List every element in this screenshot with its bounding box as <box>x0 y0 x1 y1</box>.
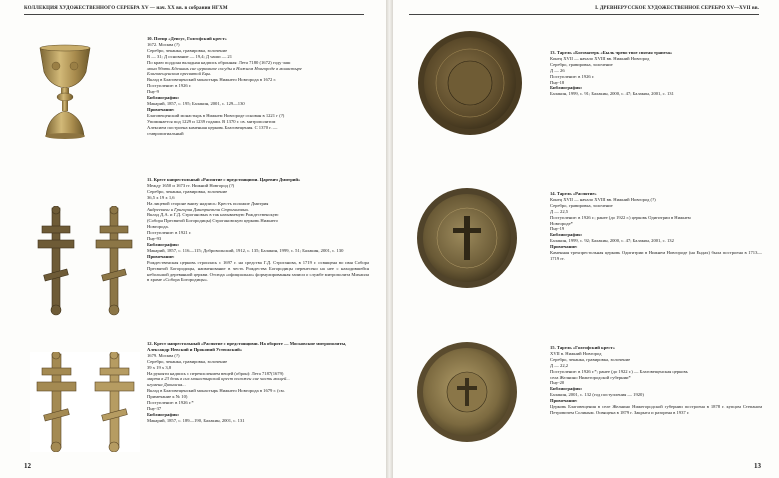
left-page <box>0 0 386 478</box>
entry-line: На лицевой стороне внизу надпись: Крестъ положие Дмитрия <box>147 200 269 206</box>
note-line: Алексием построена каменная церковь Благовещения. С 1370 г. — <box>147 124 278 130</box>
note-line: ставропигиальный <box>147 130 184 136</box>
entry-line: Д — 26 <box>550 67 565 73</box>
note-heading: Примечание: <box>147 106 175 112</box>
bibliography-text: Макарий, 1857, с. 189—190, Балакин, 2001, с. 131 <box>147 417 245 423</box>
entry-line: По краю поддона вкладная надпись обронная: Лета 7180 (1672) году чаш <box>147 59 291 65</box>
bibliography-heading: Библиография: <box>147 95 180 101</box>
entry-line: 36,5 х 19 х 1,6 <box>147 194 175 200</box>
entry-line: Д — 22,5 <box>550 208 569 214</box>
entry-line: Серебро, чеканка, гравировка, золочение <box>550 356 631 362</box>
note-heading: Примечание: <box>550 398 578 404</box>
entry-line: Пну-18 <box>550 79 565 85</box>
entry-title: 11. Крест напрестольный «Распятие с предстоящими. Царевич Дмитрий» <box>147 177 301 182</box>
entry-line: Конец XVII — начало XVIII вв. Нижний Новгород (?) <box>550 196 656 202</box>
page-number-left: 12 <box>24 462 31 470</box>
entry-line: игумена Дионисия... <box>147 382 186 388</box>
catalog-entry-15 <box>550 345 762 416</box>
entry-title: 14. Тарель «Распятие» <box>550 191 597 196</box>
right-page <box>393 0 779 478</box>
entry-line: (Собора Пресвятой Богородицы) Строгановскую церковь Нижнего <box>147 218 278 224</box>
entry-line: Серебро, гравировка, золочение <box>550 61 613 67</box>
entry-line: XVII в. Нижний Новгород <box>550 350 602 356</box>
entry-line: На рукояти надпись с перечислением вещей (оброн): Лета 7187(1679) <box>147 370 284 376</box>
header-rule-right <box>409 14 759 15</box>
entry-line: Вклад в Благовещенский монастырь Нижнего Новгорода в 1679 г. (см. <box>147 388 285 394</box>
catalog-entry-13 <box>550 50 762 97</box>
bibliography-text: Макарий, 1857, с. 195; Балакин, 2001, с. 129—130 <box>147 100 245 106</box>
bibliography-heading: Библиография: <box>147 241 180 247</box>
entry-line: Д — 22,2 <box>550 362 569 368</box>
entry-title: 15. Тарель «Голгофский крест» <box>550 345 615 350</box>
entry-line: Благовещенском пресвятой Бцы. <box>147 71 212 77</box>
entry-title: 13. Тарель «Богоматерь «Быль чрево твое святая трапеза» <box>550 50 673 55</box>
entry-line: Серебро, чеканка, гравировка, золочение <box>147 47 228 53</box>
entry-line: Новгорода. <box>147 224 169 230</box>
plate-photo-15 <box>415 340 519 444</box>
entry-line: Примечание к № 10) <box>147 394 188 400</box>
entry-line: Поступление: в 1926 г. <box>550 73 595 79</box>
entry-line: Между 1650 и 1673 гг. Нижний Новгород (?) <box>147 182 235 188</box>
running-head-right: I. ДРЕВНЕРУССКОЕ ХУДОЖЕСТВЕННОЕ СЕРЕБРО XV—XVII вв. <box>595 6 759 11</box>
note-heading: Примечание: <box>147 253 175 259</box>
bibliography-heading: Библиография: <box>550 85 583 91</box>
entry-line: Поступление: в 1926 г. <box>147 83 192 89</box>
entry-line: Вклад в Благовещенский монастырь Нижнего Новгорода в 1672 г. <box>147 77 276 83</box>
entry-line: Вклад Д.А. и Г.Д. Строгановых в так называемую Рождественскую <box>147 212 279 218</box>
entry-line: Поступление: в 1926 г.; ранее (до 1922 г.) церковь Одигитрии в Нижнем <box>550 214 691 220</box>
note-line: Упоминается под 1229 и 1239 годами. В 1370 г. св. митрополитом <box>147 118 276 124</box>
entry-line: Андреевичи и Григория Дмитриевичи Строгановых. <box>147 206 250 212</box>
note-line: Благовещенский монастырь в Нижнем Новгороде основан в 1221 г (?) <box>147 112 285 118</box>
entry-line: Конец XVII — начало XVIII вв. Нижний Новгород <box>550 55 650 61</box>
bibliography-text: Балакин, 1999, с. 91; Балакин, 2000, с. 47; Балакин, 2001, с. 131 <box>550 91 674 97</box>
running-head-left: КОЛЛЕКЦИЯ ХУДОЖЕСТВЕННОГО СЕРЕБРА XV — нач. XX вв. в собрании НГХМ <box>24 6 228 11</box>
note-text: Церковь Благовещения в селе Желнино Нижегородской губернии построена в 1878 г. купцом Степаном Петровичем Солиным. Освящена в 1879 г. Закрыта и разорена в 1937 г. <box>550 404 762 415</box>
note-text: Каменная трехпрестольная церковь Одигитрии в Нижнем Новгороде (на Ендах) была построена в 1713—1719 гг. <box>550 250 762 261</box>
bibliography-text: Балакин, 2001, с. 132 (год поступления — 1920) <box>550 392 644 398</box>
entry-line: Поступление: в 1926 г.*; ранее (до 1922 г.) — Благовещенская церковь <box>550 368 688 374</box>
catalog-entry-10 <box>147 36 369 136</box>
note-heading: Примечание: <box>550 244 578 250</box>
altar-cross-photo-11 <box>30 206 140 316</box>
header-rule-left <box>24 14 364 15</box>
entry-line: В — 31; Д основание — 19,4; Д чаши — 21 <box>147 53 233 59</box>
entry-line: 1679. Москва (?) <box>147 352 180 358</box>
bibliography-heading: Библиография: <box>550 386 583 392</box>
catalog-entry-12 <box>147 341 369 424</box>
bibliography-heading: Библиография: <box>147 411 180 417</box>
entry-line: 1672. Москва (?) <box>147 41 180 47</box>
entry-line: Серебро, чеканка, гравировка, золочение <box>147 358 228 364</box>
entry-line: села Желнино Нижегородской губернии* <box>550 374 631 380</box>
entry-line: Новгороде* <box>550 220 573 226</box>
bibliography-text: Балакин, 1999, с. 92; Балакин, 2000, с. 47; Балакин, 2001, с. 132 <box>550 238 674 244</box>
entry-line: 39 х 19 х 3,8 <box>147 364 172 370</box>
entry-line: Серебро, гравировка, золочение <box>550 202 613 208</box>
entry-line: Пну-37 <box>147 405 162 411</box>
entry-line: марта в 23 день в сих монастырский крест положен сие часть мощей... <box>147 376 290 382</box>
note-text: Рождественская церковь строилась с 1697 г. на средства Г.Д. Строганова, в 1719 г. освящена во имя Собора Пресвятой Богородицы, наименование в честь Рождества Богородицы перенесено на нее с находившейся небольшой деревянной церкви. Отсюда «официально» формулированная записи о службе митрополита Михаила в храме «Собора Богородицы». <box>147 259 369 283</box>
entry-line: Пну-93 <box>147 236 162 242</box>
entry-line: Серебро, чеканка, гравировка, золочение <box>147 188 228 194</box>
bibliography-heading: Библиография: <box>550 232 583 238</box>
entry-line: Поступление: в 1926 г.* <box>147 400 194 406</box>
entry-line: Пну-9 <box>147 89 159 95</box>
book-gutter <box>386 0 393 478</box>
entry-title: 12. Крест напрестольный «Распятие с предстоящими. На обороте — Московские митрополиты, Александр Невский и Прокопий Устюжский» <box>147 341 347 352</box>
entry-line: мона 9дать Бдешань сие церковное сосуды в Нижнем Новгороде в монастыре <box>147 65 302 71</box>
entry-title: 10. Потир «Деисус, Голгофский крест» <box>147 36 227 41</box>
catalog-entry-14 <box>550 191 762 262</box>
plate-photo-14 <box>415 186 519 290</box>
entry-line: Пну-20 <box>550 380 565 386</box>
catalog-entry-11 <box>147 177 369 283</box>
altar-cross-photo-12 <box>30 352 140 452</box>
bibliography-text: Макарий, 1857, с. 116—115; Добровольский, 1912, с. 135; Балакин, 1999, с. 51; Балакин, 2001, с. 130 <box>147 247 344 253</box>
entry-line: Поступление: в 1921 г. <box>147 230 192 236</box>
entry-line: Пну-19 <box>550 226 565 232</box>
plate-photo-13 <box>415 28 525 138</box>
chalice-photo <box>34 42 96 142</box>
page-number-right: 13 <box>754 462 761 470</box>
